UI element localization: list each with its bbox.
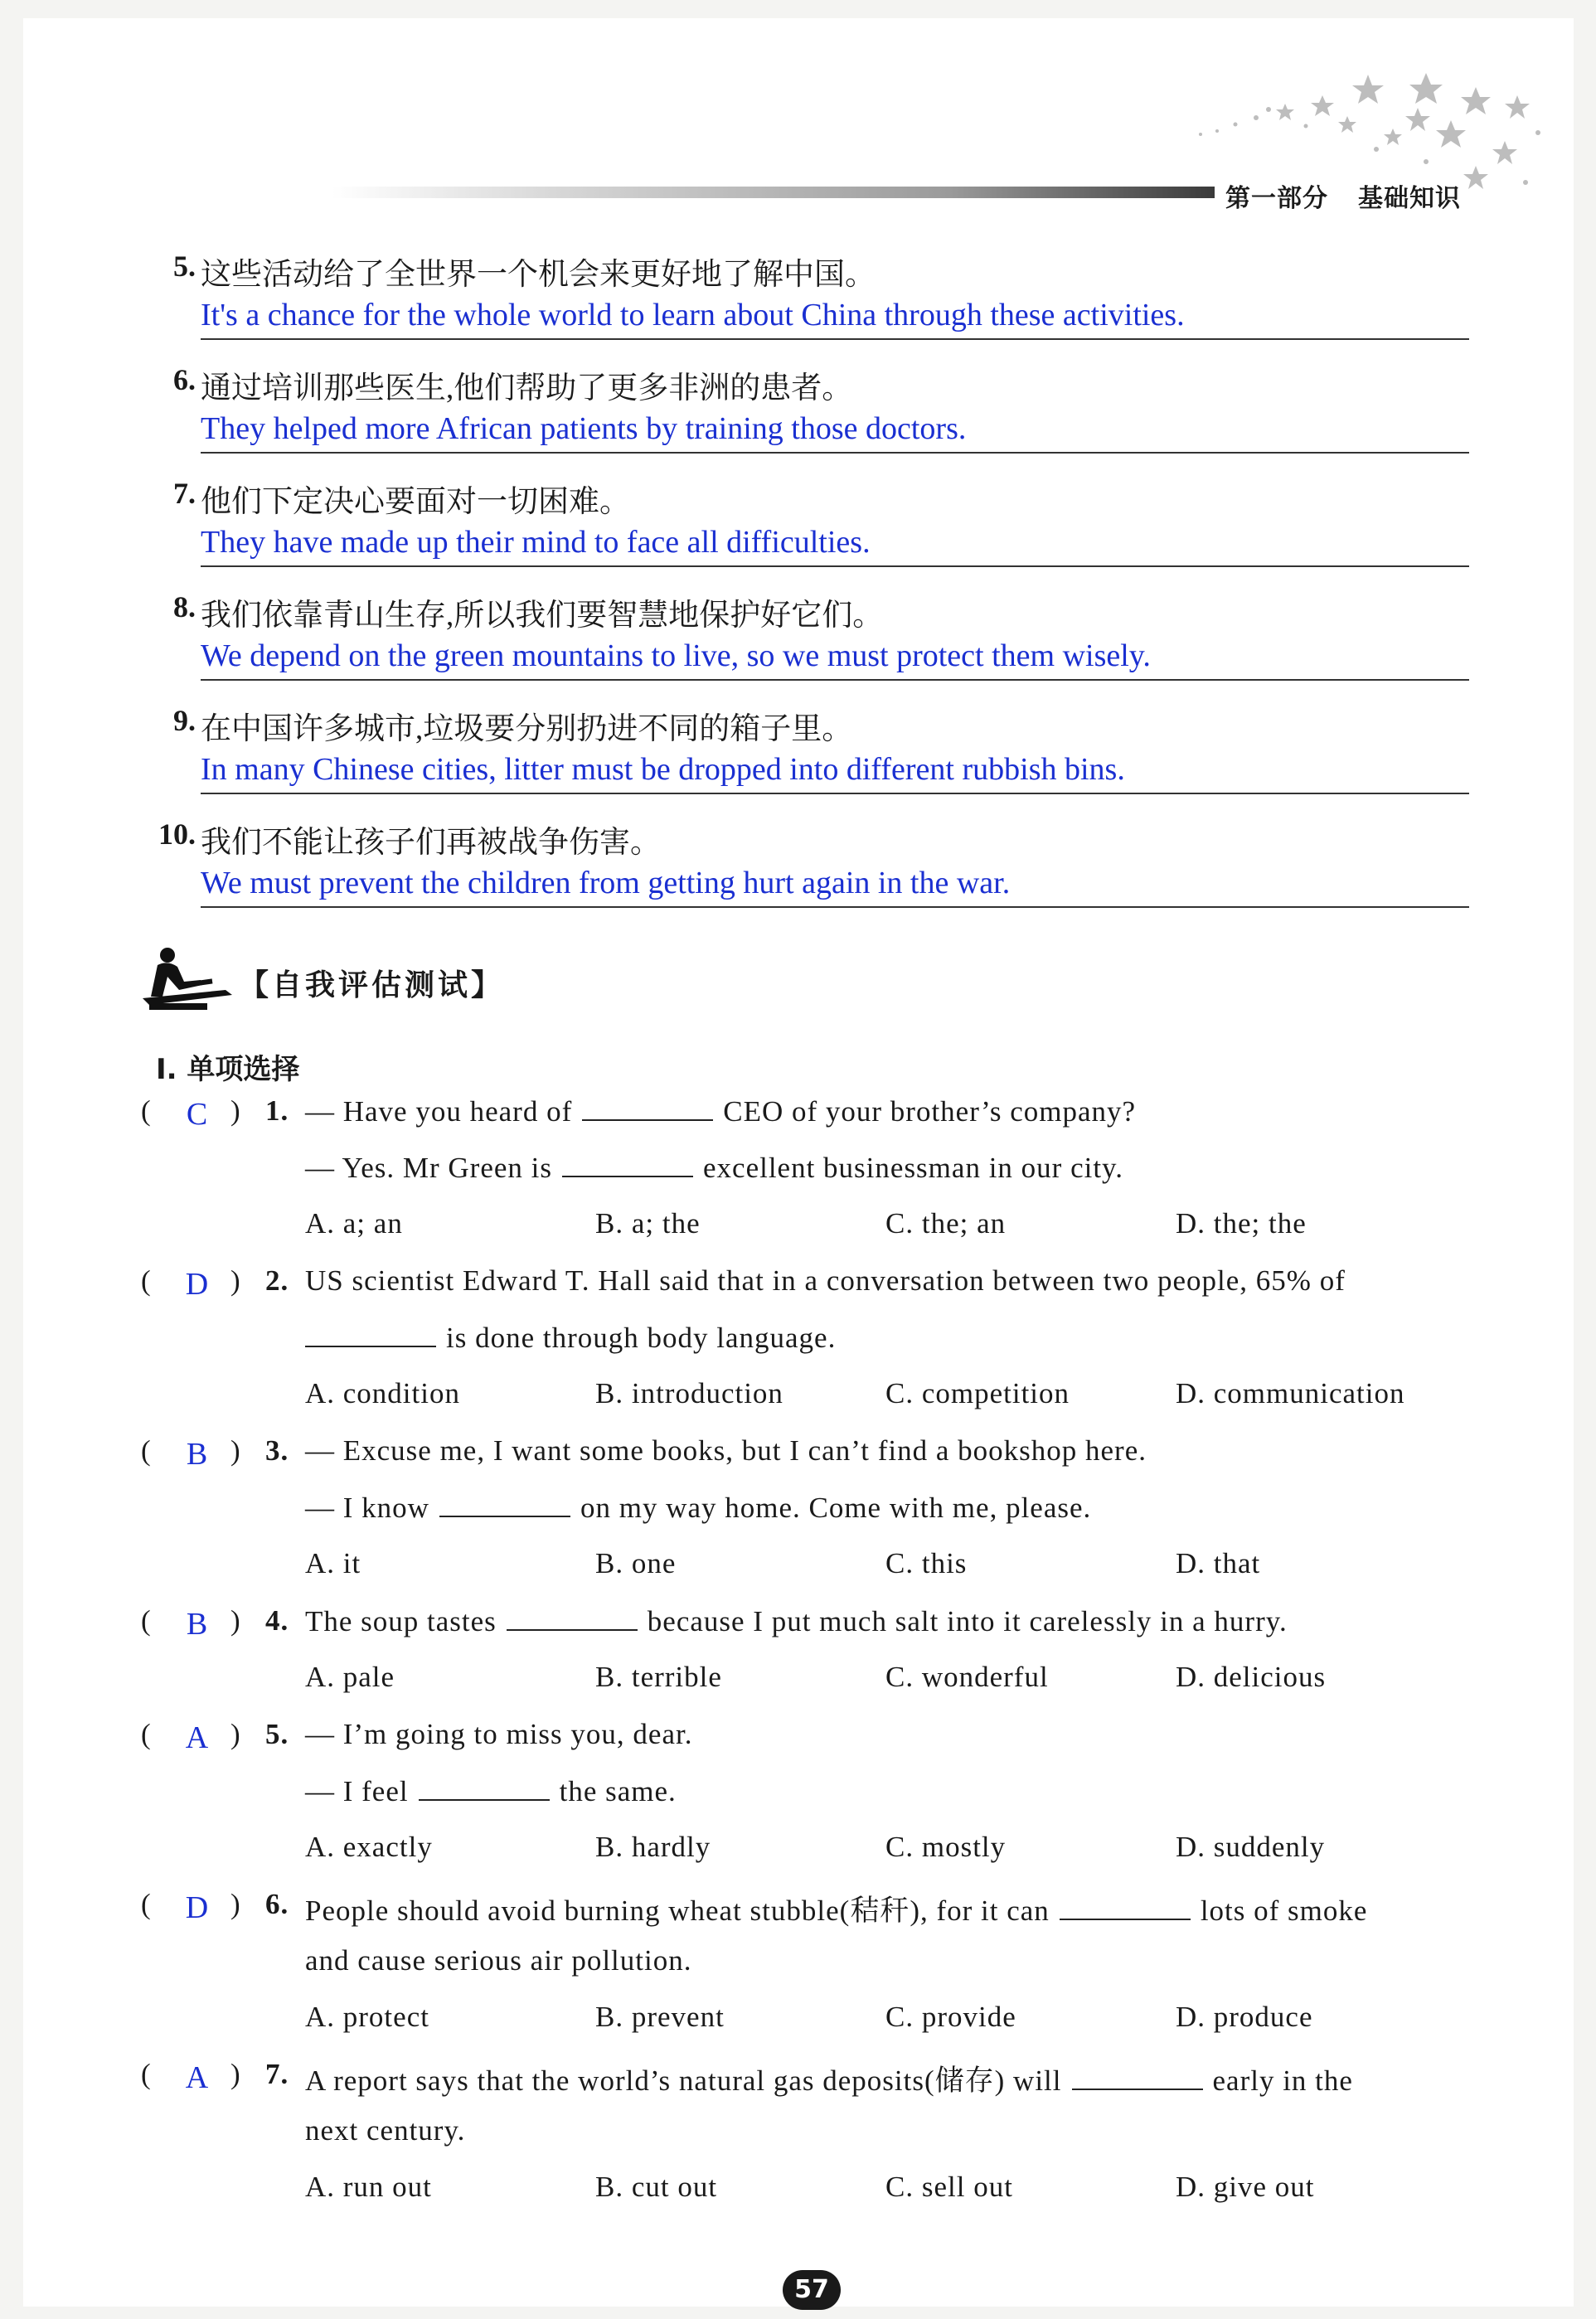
answer-blank <box>582 1094 713 1121</box>
answer-line <box>201 338 1469 340</box>
item-number: 7. <box>173 477 196 510</box>
chinese-sentence: 我们依靠青山生存,所以我们要智慧地保护好它们。 <box>201 599 884 633</box>
answer-choice[interactable]: D <box>185 1267 210 1302</box>
answer-blank <box>562 1151 693 1177</box>
paren-close: ) <box>230 1094 241 1127</box>
answer-choice[interactable]: B <box>186 1437 209 1472</box>
option-a[interactable]: A. pale <box>305 1661 395 1693</box>
option-c[interactable]: C. mostly <box>885 1831 1007 1863</box>
item-number: 8. <box>173 590 196 623</box>
option-c[interactable]: C. the; an <box>885 1207 1007 1240</box>
section-title: 【自我评估测试】 <box>239 968 505 1002</box>
option-b[interactable]: B. one <box>595 1547 677 1579</box>
option-a[interactable]: A. it <box>305 1547 361 1579</box>
paren-open: ( <box>141 1434 152 1467</box>
answer-blank <box>1072 2064 1203 2090</box>
option-a[interactable]: A. protect <box>305 2001 429 2033</box>
chinese-sentence: 我们不能让孩子们再被战争伤害。 <box>201 826 661 860</box>
question-text: — I feel <box>305 1775 409 1807</box>
paren-open: ( <box>141 1604 152 1637</box>
question-text: lots of smoke <box>1200 1894 1368 1927</box>
question-number: 4. <box>265 1604 289 1637</box>
chinese-sentence: 他们下定决心要面对一切困难。 <box>201 485 630 519</box>
question-text: early in the <box>1212 2064 1353 2097</box>
option-c[interactable]: C. sell out <box>885 2171 1013 2203</box>
answer-blank <box>305 1321 436 1347</box>
answer-blank <box>507 1604 638 1631</box>
answer-choice[interactable]: A <box>185 1720 210 1755</box>
question-number: 5. <box>265 1718 289 1750</box>
option-c[interactable]: C. competition <box>885 1377 1070 1409</box>
answer-line <box>201 793 1469 794</box>
student-writing-icon <box>143 944 232 1012</box>
question-number: 1. <box>265 1094 289 1127</box>
paren-close: ) <box>230 1718 241 1750</box>
item-number: 9. <box>173 704 196 737</box>
question-number: 3. <box>265 1434 289 1467</box>
question-text: US scientist Edward T. Hall said that in a conversation between two people, 65% of <box>305 1264 1346 1297</box>
option-b[interactable]: B. a; the <box>595 1207 701 1240</box>
question-number: 2. <box>265 1264 289 1297</box>
item-number: 5. <box>173 250 196 283</box>
question-text: The soup tastes <box>305 1605 497 1637</box>
question-text: excellent businessman in our city. <box>703 1152 1124 1184</box>
paren-close: ) <box>230 2058 241 2090</box>
option-a[interactable]: A. exactly <box>305 1831 433 1863</box>
question-text: — Yes. Mr Green is <box>305 1152 552 1184</box>
header-title <box>1225 177 1461 214</box>
english-answer: We must prevent the children from getting hurt again in the war. <box>201 866 1011 900</box>
option-c[interactable]: C. provide <box>885 2001 1016 2033</box>
answer-blank <box>1060 1894 1191 1920</box>
question-text: CEO of your brother’s company? <box>723 1095 1137 1128</box>
paren-open: ( <box>141 1094 152 1127</box>
question-text: People should avoid burning wheat stubble(秸秆), for it can <box>305 1894 1050 1927</box>
option-b[interactable]: B. hardly <box>595 1831 711 1863</box>
answer-line <box>201 452 1469 454</box>
paren-close: ) <box>230 1264 241 1297</box>
question-text: — Have you heard of <box>305 1095 573 1128</box>
option-d[interactable]: D. produce <box>1176 2001 1313 2033</box>
chinese-sentence: 通过培训那些医生,他们帮助了更多非洲的患者。 <box>201 371 853 405</box>
header-part: 第一部分 <box>1225 185 1328 212</box>
option-d[interactable]: D. suddenly <box>1176 1831 1326 1863</box>
answer-choice[interactable]: A <box>185 2060 210 2095</box>
item-number: 6. <box>173 363 196 396</box>
option-b[interactable]: B. prevent <box>595 2001 725 2033</box>
question-text: next century. <box>305 2114 466 2147</box>
question-text: A report says that the world’s natural gas deposits(储存) will <box>305 2064 1062 2097</box>
paren-close: ) <box>230 1604 241 1637</box>
option-b[interactable]: B. introduction <box>595 1377 783 1409</box>
page-number: 57 <box>783 2270 841 2310</box>
paren-open: ( <box>141 1264 152 1297</box>
option-a[interactable]: A. run out <box>305 2171 432 2203</box>
english-answer: In many Chinese cities, litter must be dropped into different rubbish bins. <box>201 752 1125 787</box>
answer-choice[interactable]: C <box>186 1097 209 1132</box>
paren-open: ( <box>141 1888 152 1920</box>
answer-choice[interactable]: D <box>185 1890 210 1925</box>
paren-open: ( <box>141 2058 152 2090</box>
answer-line <box>201 906 1469 908</box>
english-answer: It's a chance for the whole world to learn about China through these activities. <box>201 298 1185 332</box>
paren-close: ) <box>230 1888 241 1920</box>
question-text: on my way home. Come with me, please. <box>580 1492 1092 1524</box>
option-a[interactable]: A. condition <box>305 1377 460 1409</box>
item-number: 10. <box>158 817 196 851</box>
answer-choice[interactable]: B <box>186 1607 209 1642</box>
option-d[interactable]: D. communication <box>1176 1377 1405 1409</box>
header-section: 基础知识 <box>1358 185 1461 212</box>
question-text: is done through body language. <box>446 1322 837 1354</box>
answer-blank <box>419 1774 550 1801</box>
question-number: 6. <box>265 1888 289 1920</box>
option-c[interactable]: C. wonderful <box>885 1661 1049 1693</box>
part-title: Ⅰ. 单项选择 <box>156 1053 300 1086</box>
option-c[interactable]: C. this <box>885 1547 968 1579</box>
answer-line <box>201 565 1469 567</box>
english-answer: We depend on the green mountains to live, so we must protect them wisely. <box>201 638 1151 673</box>
chinese-sentence: 在中国许多城市,垃圾要分别扔进不同的箱子里。 <box>201 712 853 746</box>
answer-blank <box>439 1491 570 1517</box>
answer-line <box>201 679 1469 681</box>
question-text: because I put much salt into it carelessly in a hurry. <box>647 1605 1288 1637</box>
question-text: — Excuse me, I want some books, but I can’t find a bookshop here. <box>305 1434 1147 1467</box>
chinese-sentence: 这些活动给了全世界一个机会来更好地了解中国。 <box>201 258 876 292</box>
english-answer: They have made up their mind to face all difficulties. <box>201 525 871 560</box>
paren-close: ) <box>230 1434 241 1467</box>
option-d[interactable]: D. delicious <box>1176 1661 1327 1693</box>
paren-open: ( <box>141 1718 152 1750</box>
question-text: the same. <box>559 1775 677 1807</box>
english-answer: They helped more African patients by training those doctors. <box>201 411 967 446</box>
option-b[interactable]: B. terrible <box>595 1661 722 1693</box>
question-text: — I know <box>305 1492 429 1524</box>
option-d[interactable]: D. give out <box>1176 2171 1315 2203</box>
question-text: and cause serious air pollution. <box>305 1944 692 1977</box>
option-b[interactable]: B. cut out <box>595 2171 718 2203</box>
question-number: 7. <box>265 2058 289 2090</box>
option-a[interactable]: A. a; an <box>305 1207 403 1240</box>
option-d[interactable]: D. the; the <box>1176 1207 1307 1240</box>
option-d[interactable]: D. that <box>1176 1547 1261 1579</box>
header-rule <box>332 187 1215 198</box>
question-text: — I’m going to miss you, dear. <box>305 1718 693 1750</box>
